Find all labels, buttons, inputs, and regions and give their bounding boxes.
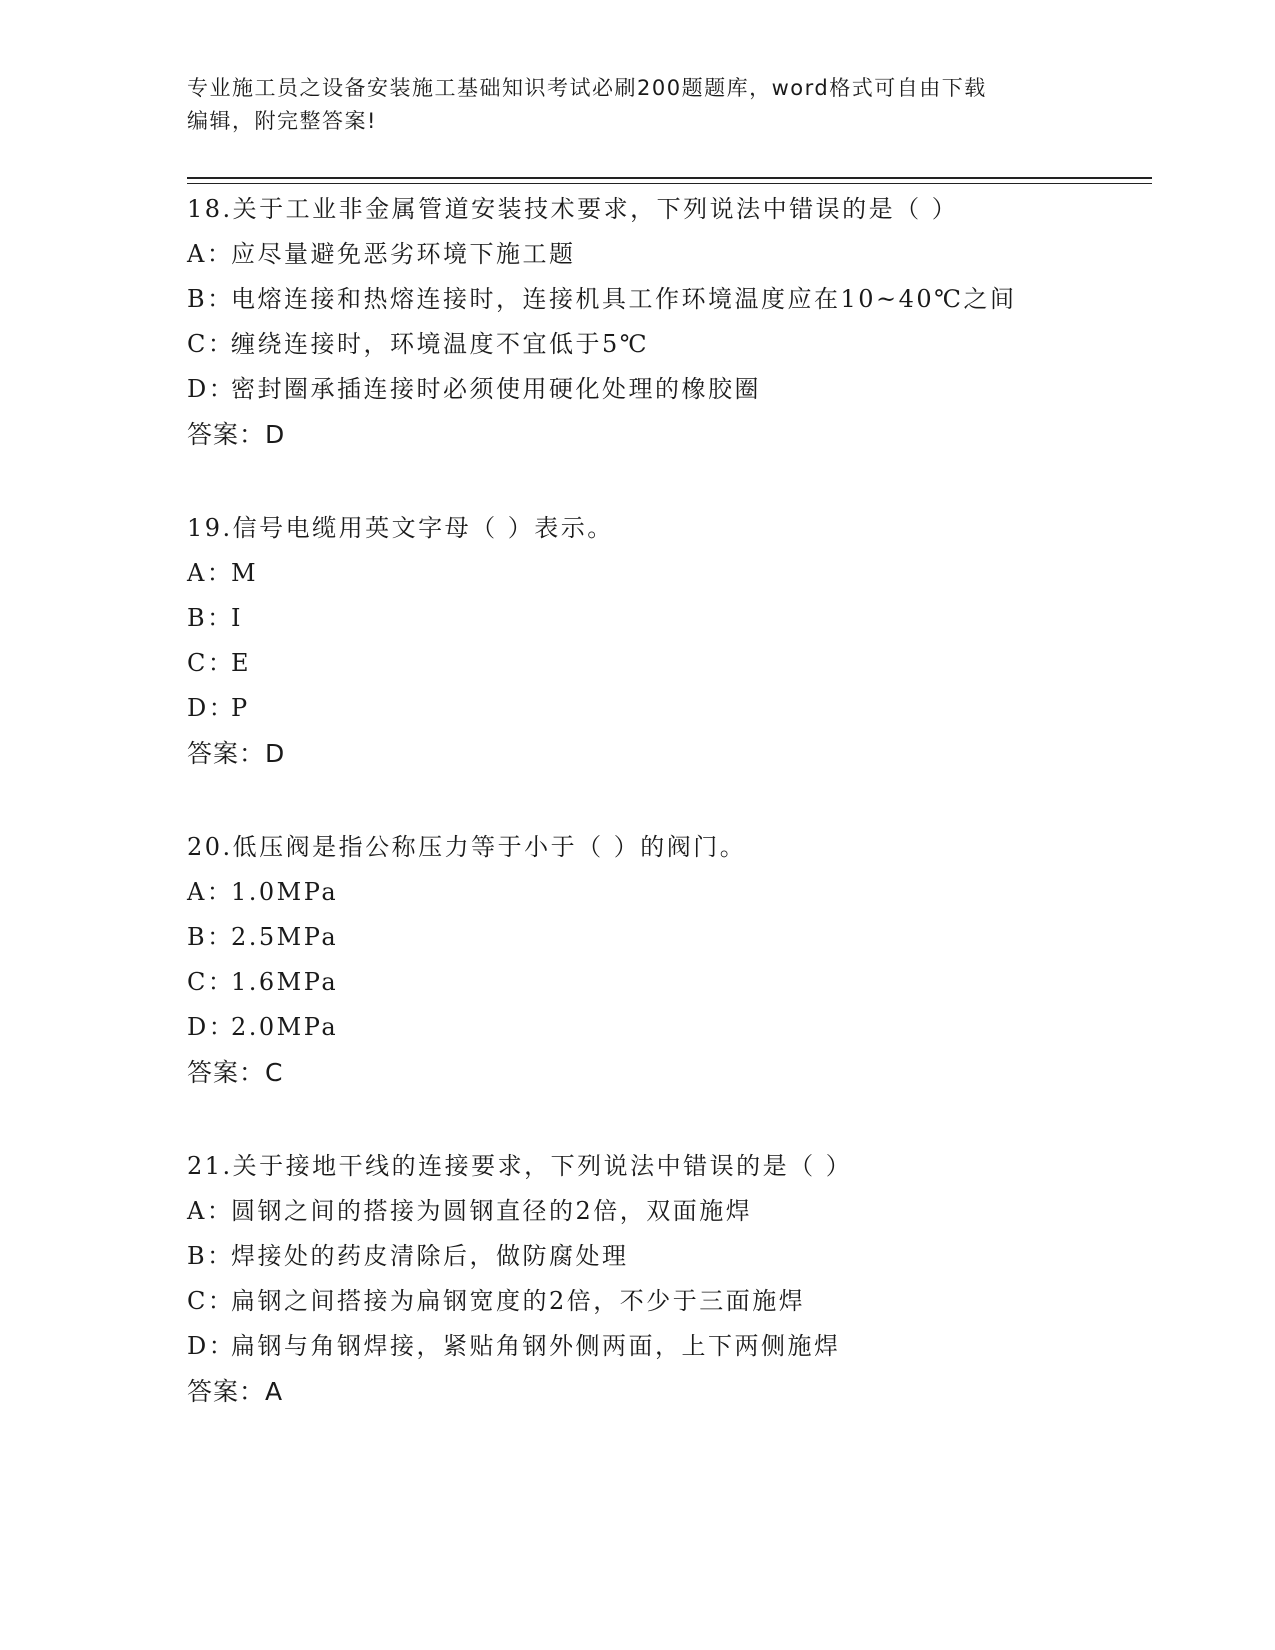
option-b bbox=[187, 915, 1147, 960]
option-text: 2.0MPa bbox=[231, 1013, 339, 1041]
option-b bbox=[187, 1234, 1147, 1279]
option-text: P bbox=[231, 694, 250, 722]
option-text: I bbox=[231, 604, 243, 632]
option-c bbox=[187, 322, 1147, 367]
option-b bbox=[187, 596, 1147, 641]
option-key: C： bbox=[187, 649, 235, 677]
question-19 bbox=[187, 506, 1147, 776]
option-c bbox=[187, 641, 1147, 686]
option-key: B： bbox=[187, 604, 234, 632]
option-a bbox=[187, 1189, 1147, 1234]
option-text: 应尽量避免恶劣环境下施工题 bbox=[231, 240, 576, 268]
question-stem: 18.关于工业非金属管道安装技术要求，下列说法中错误的是（ ） bbox=[187, 195, 959, 223]
option-a bbox=[187, 232, 1147, 277]
document-header bbox=[187, 72, 1087, 138]
question-stem: 20.低压阀是指公称压力等于小于（ ）的阀门。 bbox=[187, 833, 747, 861]
option-text: E bbox=[231, 649, 252, 677]
option-key: A： bbox=[187, 878, 234, 906]
question-21 bbox=[187, 1144, 1147, 1414]
header-divider-thin bbox=[187, 183, 1152, 184]
option-key: A： bbox=[187, 1197, 234, 1225]
option-text: M bbox=[231, 559, 259, 587]
option-d bbox=[187, 1005, 1147, 1050]
option-key: C： bbox=[187, 968, 235, 996]
option-text: 圆钢之间的搭接为圆钢直径的2倍，双面施焊 bbox=[231, 1197, 753, 1225]
header-line-1: 专业施工员之设备安装施工基础知识考试必刷200题题库，word格式可自由下载 bbox=[187, 76, 987, 100]
answer-line: 答案：D bbox=[187, 739, 286, 768]
question-18 bbox=[187, 187, 1147, 457]
option-c bbox=[187, 1279, 1147, 1324]
option-text: 焊接处的药皮清除后，做防腐处理 bbox=[231, 1242, 629, 1270]
option-text: 1.0MPa bbox=[231, 878, 339, 906]
option-key: D： bbox=[187, 694, 236, 722]
question-stem: 21.关于接地干线的连接要求，下列说法中错误的是（ ） bbox=[187, 1152, 853, 1180]
option-text: 缠绕连接时，环境温度不宜低于5℃ bbox=[231, 330, 650, 358]
answer-line: 答案：A bbox=[187, 1377, 284, 1406]
option-key: A： bbox=[187, 559, 234, 587]
option-b bbox=[187, 277, 1147, 322]
option-text: 电熔连接和热熔连接时，连接机具工作环境温度应在10~40℃之间 bbox=[231, 285, 1017, 313]
option-a bbox=[187, 551, 1147, 596]
option-d bbox=[187, 686, 1147, 731]
option-d bbox=[187, 367, 1147, 412]
question-20 bbox=[187, 825, 1147, 1095]
answer-line: 答案：D bbox=[187, 420, 286, 449]
option-key: B： bbox=[187, 923, 234, 951]
option-d bbox=[187, 1324, 1147, 1369]
option-key: C： bbox=[187, 1287, 235, 1315]
header-line-2: 编辑，附完整答案! bbox=[187, 109, 377, 133]
option-text: 扁钢之间搭接为扁钢宽度的2倍，不少于三面施焊 bbox=[231, 1287, 806, 1315]
option-key: C： bbox=[187, 330, 235, 358]
header-divider-thick bbox=[187, 177, 1152, 179]
option-key: D： bbox=[187, 375, 236, 403]
answer-line: 答案：C bbox=[187, 1058, 284, 1087]
option-key: D： bbox=[187, 1332, 236, 1360]
option-key: B： bbox=[187, 1242, 234, 1270]
option-text: 密封圈承插连接时必须使用硬化处理的橡胶圈 bbox=[231, 375, 761, 403]
option-text: 1.6MPa bbox=[231, 968, 339, 996]
option-key: D： bbox=[187, 1013, 236, 1041]
option-text: 2.5MPa bbox=[231, 923, 339, 951]
option-text: 扁钢与角钢焊接，紧贴角钢外侧两面，上下两侧施焊 bbox=[231, 1332, 841, 1360]
option-key: A： bbox=[187, 240, 234, 268]
option-key: B： bbox=[187, 285, 234, 313]
option-a bbox=[187, 870, 1147, 915]
question-stem: 19.信号电缆用英文字母（ ）表示。 bbox=[187, 514, 614, 542]
option-c bbox=[187, 960, 1147, 1005]
